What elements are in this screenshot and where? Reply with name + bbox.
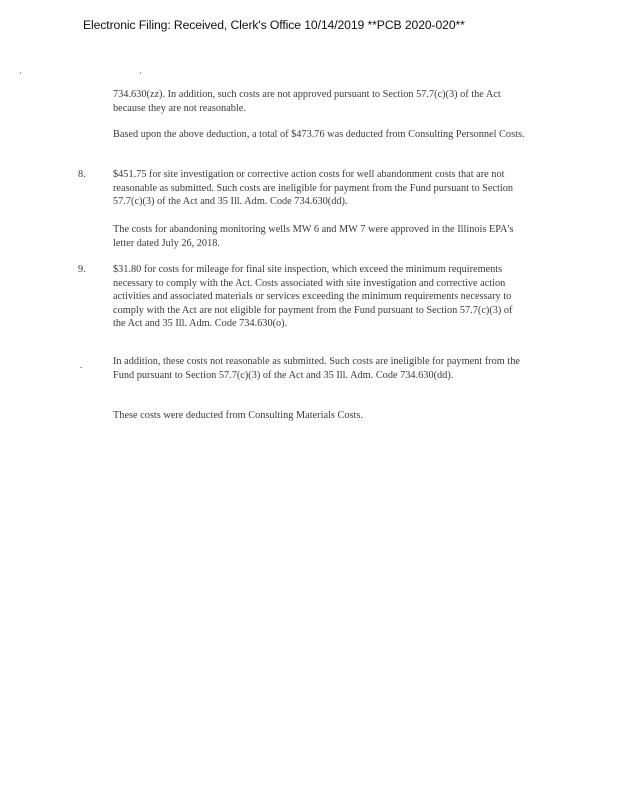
item-number: 8. [78, 169, 86, 180]
scan-artifact [80, 367, 82, 368]
item-number: 9. [78, 264, 86, 275]
paragraph: $31.80 for costs for mileage for final site inspection, which exceed the minimum requirements necessary to comply with the Act. Costs associated with site investigation and corrective action activities and associated materials or services exceeding the minimum requirements necessary to comply with the Act are not eligible for payment from the Fund pursuant to Section 57.7(c)(3) of the Act and 35 Ill. Adm. Code 734.630(o). [113, 264, 513, 330]
paragraph: These costs were deducted from Consulting Materials Costs. [113, 410, 363, 421]
paragraph: The costs for abandoning monitoring wells MW 6 and MW 7 were approved in the Illinois EPA's letter dated July 26, 2018. [113, 224, 514, 249]
filing-stamp: Electronic Filing: Received, Clerk's Office 10/14/2019 **PCB 2020-020** [83, 18, 465, 32]
paragraph: 734.630(zz). In addition, such costs are not approved pursuant to Section 57.7(c)(3) of the Act because they are not reasonable. [113, 89, 501, 114]
paragraph: $451.75 for site investigation or corrective action costs for well abandonment costs that are not reasonable as submitted. Such costs are ineligible for payment from the Fund pursuant to Section 57.7(c)(3) of the Act and 35 Ill. Adm. Code 734.630(dd). [113, 169, 514, 208]
paragraph: In addition, these costs not reasonable as submitted. Such costs are ineligible for payment from the Fund pursuant to Section 57.7(c)(3) of the Act and 35 Ill. Adm. Code 734.630(dd). [113, 356, 520, 381]
scan-artifact [20, 72, 21, 74]
paragraph: Based upon the above deduction, a total of $473.76 was deducted from Consulting Personnel Costs. [113, 129, 525, 140]
scan-artifact [140, 72, 141, 74]
